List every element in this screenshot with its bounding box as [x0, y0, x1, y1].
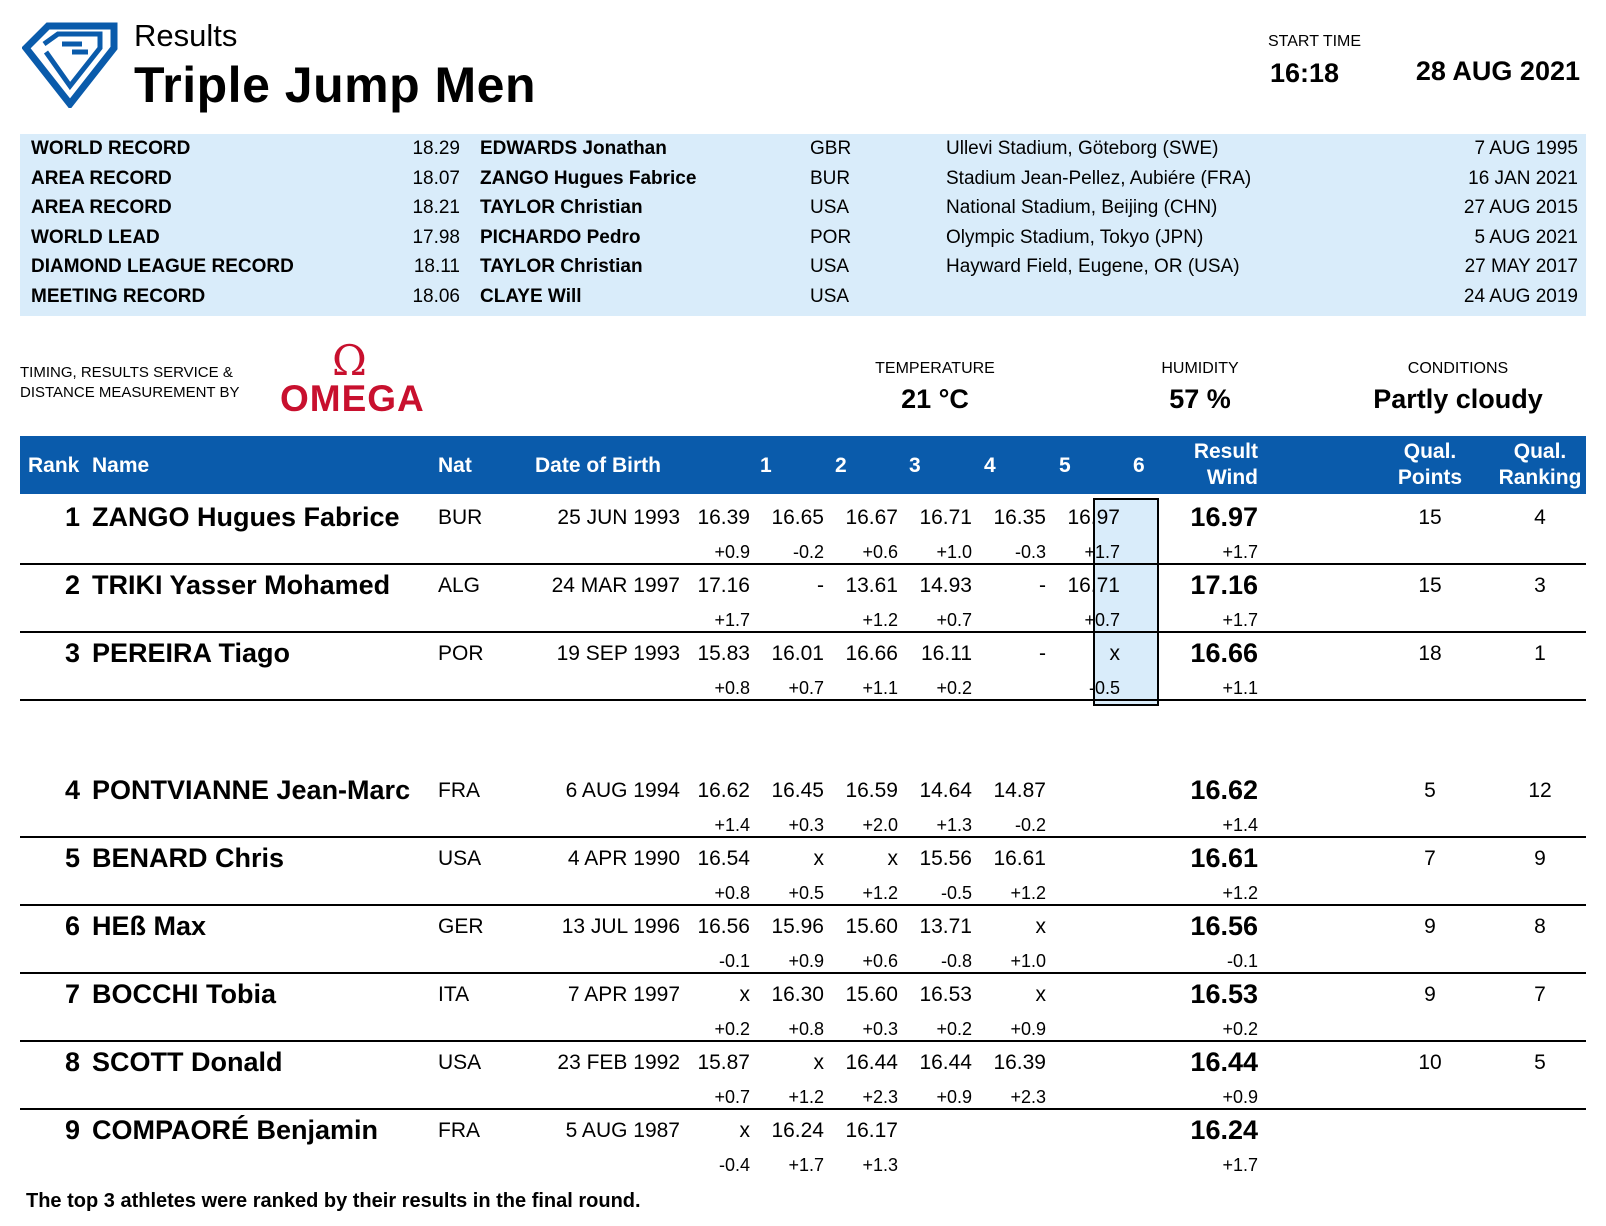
attempt-3-wind: +1.2: [862, 610, 898, 630]
col-qual-points-2: Points: [1397, 466, 1463, 489]
qual-points: 10: [1418, 1051, 1442, 1074]
attempt-6-mark: x: [1109, 642, 1120, 665]
attempt-4-mark: 16.44: [919, 1051, 972, 1074]
athlete-result-wind: -0.1: [1226, 951, 1258, 971]
attempt-4-mark: 16.11: [921, 642, 972, 665]
attempt-3-wind: +2.3: [862, 1087, 898, 1107]
record-holder: PICHARDO Pedro: [480, 226, 641, 248]
athlete-dob: 7 APR 1997: [567, 983, 680, 1006]
attempt-6-wind: +0.7: [1084, 610, 1120, 630]
attempt-2-mark: x: [813, 847, 824, 870]
record-holder: TAYLOR Christian: [480, 197, 643, 218]
athlete-name: BENARD Chris: [92, 843, 285, 873]
attempt-3-mark: x: [887, 847, 898, 870]
record-holder: EDWARDS Jonathan: [480, 138, 667, 159]
footnote: The top 3 athletes were ranked by their results in the final round.: [26, 1190, 641, 1212]
athlete-dob: 19 SEP 1993: [556, 642, 680, 665]
athlete-dob: 5 AUG 1987: [565, 1119, 680, 1142]
record-type: WORLD LEAD: [31, 226, 160, 248]
attempt-3-wind: +0.6: [862, 951, 898, 971]
attempt-2-wind: +1.7: [788, 1155, 824, 1175]
attempt-3-mark: 15.60: [845, 915, 898, 938]
athlete-dob: 13 JUL 1996: [561, 915, 680, 938]
humidity-label: HUMIDITY: [1161, 360, 1239, 377]
athlete-nat: USA: [438, 1051, 482, 1074]
attempt-5-mark: x: [1035, 983, 1046, 1006]
attempt-6-mark: 16.71: [1067, 574, 1120, 597]
attempt-1-mark: x: [739, 1119, 750, 1142]
attempt-4-wind: +0.9: [936, 1087, 972, 1107]
results-table-header: [20, 436, 1586, 494]
attempt-5-mark: 16.39: [993, 1051, 1046, 1074]
attempt-4-mark: 16.71: [919, 506, 972, 529]
col-attempt-4: 4: [984, 454, 996, 477]
attempt-4-mark: 14.64: [919, 779, 972, 802]
attempt-1-mark: x: [739, 983, 750, 1006]
record-row: [20, 252, 1586, 282]
qual-ranking: 5: [1534, 1051, 1546, 1074]
attempt-3-wind: +0.3: [862, 1019, 898, 1039]
attempt-4-wind: +1.3: [936, 815, 972, 835]
attempt-2-wind: +0.5: [788, 883, 824, 903]
athlete-row: [20, 767, 1586, 838]
athlete-rank: 8: [64, 1047, 80, 1077]
attempt-1-wind: +1.7: [714, 610, 750, 630]
qual-ranking: 12: [1528, 779, 1552, 802]
athlete-nat: BUR: [438, 506, 483, 529]
attempt-2-mark: 16.30: [771, 983, 824, 1006]
athlete-nat: GER: [438, 915, 484, 938]
attempt-6-wind: -0.5: [1088, 678, 1120, 698]
qual-ranking: 1: [1534, 642, 1546, 665]
athlete-dob: 6 AUG 1994: [565, 779, 680, 802]
record-date: 24 AUG 2019: [1463, 285, 1578, 307]
attempt-3-wind: +1.3: [862, 1155, 898, 1175]
col-qual-points-1: Qual.: [1403, 440, 1457, 463]
athlete-result: 17.16: [1190, 570, 1258, 600]
athlete-result: 16.97: [1190, 502, 1258, 532]
record-venue: Hayward Field, Eugene, OR (USA): [946, 256, 1240, 277]
athlete-result-wind: +1.4: [1222, 815, 1258, 835]
record-date: 27 MAY 2017: [1464, 256, 1578, 277]
attempt-5-wind: -0.3: [1014, 542, 1046, 562]
conditions-value: Partly cloudy: [1373, 384, 1543, 414]
attempt-2-wind: +1.2: [788, 1087, 824, 1107]
record-row: [20, 223, 1586, 253]
athlete-row: [20, 971, 1586, 1042]
athlete-name: TRIKI Yasser Mohamed: [92, 570, 391, 600]
athlete-row: [20, 903, 1586, 974]
athlete-rank: 5: [64, 843, 80, 873]
qual-points: 5: [1424, 779, 1436, 802]
attempt-4-mark: 15.56: [919, 847, 972, 870]
col-qual-ranking-2: Ranking: [1498, 466, 1582, 489]
attempt-4-mark: 14.93: [919, 574, 972, 597]
attempt-3-mark: 16.67: [845, 506, 898, 529]
attempt-6-wind: +1.7: [1084, 542, 1120, 562]
record-mark: 18.06: [412, 285, 460, 307]
athlete-nat: POR: [438, 642, 484, 665]
athlete-nat: ALG: [438, 574, 481, 597]
attempt-2-mark: 16.24: [771, 1119, 824, 1142]
record-nat: GBR: [810, 138, 852, 159]
record-date: 27 AUG 2015: [1463, 197, 1578, 218]
attempt-5-wind: +2.3: [1010, 1087, 1046, 1107]
attempt-2-mark: 15.96: [771, 915, 824, 938]
attempt-2-mark: x: [813, 1051, 824, 1074]
record-nat: USA: [810, 256, 850, 277]
attempt-2-wind: +0.8: [788, 1019, 824, 1039]
record-type: MEETING RECORD: [31, 285, 206, 307]
athlete-row: [20, 630, 1586, 701]
record-holder: TAYLOR Christian: [480, 256, 643, 277]
attempt-1-mark: 17.16: [697, 574, 750, 597]
athlete-result-wind: +1.2: [1222, 883, 1258, 903]
diamond-league-logo: [22, 22, 118, 108]
athlete-result: 16.66: [1190, 638, 1258, 668]
athlete-rank: 4: [64, 775, 80, 805]
athlete-result-wind: +1.7: [1222, 542, 1258, 562]
attempt-1-wind: +0.9: [714, 542, 750, 562]
athlete-rank: 2: [64, 570, 80, 600]
attempt-2-mark: 16.65: [771, 506, 824, 529]
athlete-name: BOCCHI Tobia: [92, 979, 276, 1009]
record-mark: 18.07: [412, 167, 460, 189]
col-rank: Rank: [28, 454, 80, 477]
col-attempt-1: 1: [760, 454, 772, 477]
attempt-2-mark: 16.01: [771, 642, 824, 665]
attempt-3-mark: 16.17: [845, 1119, 898, 1142]
record-row: [20, 282, 1586, 312]
omega-icon: Ω: [332, 336, 367, 385]
athlete-rank: 6: [64, 911, 80, 941]
col-attempt-5: 5: [1059, 454, 1071, 477]
attempt-3-mark: 13.61: [845, 574, 898, 597]
col-nat: Nat: [438, 454, 472, 477]
athlete-name: SCOTT Donald: [92, 1047, 283, 1077]
athlete-result-wind: +1.7: [1222, 1155, 1258, 1175]
record-mark: 18.29: [412, 138, 460, 159]
col-attempt-3: 3: [909, 454, 921, 477]
humidity-value: 57 %: [1169, 384, 1231, 414]
athlete-result-wind: +0.2: [1222, 1019, 1258, 1039]
attempt-1-wind: +1.4: [714, 815, 750, 835]
attempt-3-mark: 16.59: [845, 779, 898, 802]
record-nat: POR: [810, 226, 852, 248]
athlete-row: [20, 835, 1586, 906]
event-title: Triple Jump Men: [134, 57, 537, 113]
col-result: Result: [1193, 440, 1258, 463]
temperature-value: 21 °C: [901, 384, 969, 414]
attempt-5-mark: 16.35: [993, 506, 1046, 529]
record-nat: USA: [810, 197, 850, 218]
attempt-1-mark: 16.62: [697, 779, 750, 802]
athlete-rank: 9: [64, 1115, 80, 1145]
record-type: DIAMOND LEAGUE RECORD: [31, 256, 294, 277]
attempt-1-wind: +0.8: [714, 678, 750, 698]
record-venue: Stadium Jean-Pellez, Aubiére (FRA): [946, 167, 1252, 189]
attempt-3-wind: +1.1: [862, 678, 898, 698]
qual-points: 9: [1424, 983, 1436, 1006]
attempt-5-mark: 16.61: [993, 847, 1046, 870]
record-mark: 18.21: [412, 197, 460, 218]
record-row: [20, 193, 1586, 223]
record-row: [20, 164, 1586, 194]
timing-line-1: TIMING, RESULTS SERVICE &: [20, 364, 233, 381]
attempt-1-mark: 15.87: [697, 1051, 750, 1074]
attempt-1-mark: 16.39: [697, 506, 750, 529]
qual-ranking: 8: [1534, 915, 1546, 938]
attempt-2-wind: +0.7: [788, 678, 824, 698]
record-nat: USA: [810, 285, 850, 307]
attempt-4-wind: +1.0: [936, 542, 972, 562]
attempt-4-mark: 16.53: [919, 983, 972, 1006]
qual-points: 9: [1424, 915, 1436, 938]
attempt-5-mark: 14.87: [993, 779, 1046, 802]
attempt-4-wind: +0.7: [936, 610, 972, 630]
athlete-result-wind: +0.9: [1222, 1087, 1258, 1107]
attempt-4-wind: +0.2: [936, 1019, 972, 1039]
athlete-result: 16.44: [1190, 1047, 1258, 1077]
athlete-name: HEß Max: [92, 911, 207, 941]
athlete-result-wind: +1.7: [1222, 610, 1258, 630]
attempt-5-wind: -0.2: [1014, 815, 1046, 835]
attempt-2-wind: +0.3: [788, 815, 824, 835]
athlete-nat: FRA: [438, 1119, 480, 1142]
col-dob: Date of Birth: [535, 454, 661, 477]
athlete-rank: 1: [64, 502, 80, 532]
timing-label: [20, 363, 239, 403]
qual-ranking: 3: [1534, 574, 1546, 597]
athlete-result: 16.53: [1190, 979, 1258, 1009]
attempt-2-mark: 16.45: [771, 779, 824, 802]
attempt-4-mark: 13.71: [919, 915, 972, 938]
attempt-1-mark: 16.54: [697, 847, 750, 870]
qual-points: 15: [1418, 506, 1442, 529]
attempt-5-mark: -: [1039, 574, 1046, 597]
attempt-4-wind: -0.5: [940, 883, 972, 903]
record-mark: 18.11: [413, 256, 460, 277]
athlete-result: 16.24: [1190, 1115, 1258, 1145]
record-venue: Olympic Stadium, Tokyo (JPN): [946, 226, 1204, 248]
record-type: WORLD RECORD: [31, 138, 191, 159]
record-nat: BUR: [810, 167, 851, 189]
athlete-nat: ITA: [438, 983, 470, 1006]
records-panel: [20, 134, 1586, 316]
record-venue: Ullevi Stadium, Göteborg (SWE): [946, 138, 1219, 159]
col-qual-ranking-1: Qual.: [1513, 440, 1567, 463]
results-label: Results: [134, 18, 238, 53]
attempt-3-wind: +1.2: [862, 883, 898, 903]
athlete-name: COMPAORÉ Benjamin: [92, 1115, 379, 1145]
attempt-5-wind: +1.0: [1010, 951, 1046, 971]
athlete-row: [20, 562, 1586, 633]
attempt-2-wind: -0.2: [792, 542, 824, 562]
record-holder: ZANGO Hugues Fabrice: [480, 167, 697, 189]
qual-ranking: 7: [1534, 983, 1546, 1006]
athlete-name: ZANGO Hugues Fabrice: [92, 502, 400, 532]
athlete-nat: USA: [438, 847, 482, 870]
attempt-3-mark: 16.66: [845, 642, 898, 665]
athlete-rank: 3: [64, 638, 80, 668]
col-attempt-2: 2: [835, 454, 847, 477]
athlete-row: [20, 494, 1586, 565]
attempt-1-mark: 16.56: [697, 915, 750, 938]
attempt-4-wind: +0.2: [936, 678, 972, 698]
record-row: [20, 134, 1586, 164]
athlete-row: [20, 1107, 1586, 1176]
attempt-5-mark: x: [1035, 915, 1046, 938]
qual-points: 7: [1424, 847, 1436, 870]
record-venue: National Stadium, Beijing (CHN): [946, 197, 1218, 218]
start-time-label: START TIME: [1268, 33, 1362, 50]
athlete-dob: 4 APR 1990: [567, 847, 680, 870]
attempt-5-mark: -: [1039, 642, 1046, 665]
attempt-5-wind: +0.9: [1010, 1019, 1046, 1039]
attempt-3-wind: +0.6: [862, 542, 898, 562]
attempt-5-wind: +1.2: [1010, 883, 1046, 903]
temperature-label: TEMPERATURE: [875, 360, 995, 377]
event-date: 28 AUG 2021: [1415, 56, 1580, 86]
attempt-3-mark: 15.60: [845, 983, 898, 1006]
col-wind: Wind: [1206, 466, 1258, 489]
athlete-dob: 24 MAR 1997: [551, 574, 680, 597]
attempt-3-mark: 16.44: [845, 1051, 898, 1074]
athlete-result: 16.62: [1190, 775, 1258, 805]
record-mark: 17.98: [412, 226, 460, 248]
athlete-name: PONTVIANNE Jean-Marc: [92, 775, 411, 805]
attempt-3-wind: +2.0: [862, 815, 898, 835]
record-holder: CLAYE Will: [480, 285, 582, 307]
attempt-1-wind: +0.7: [714, 1087, 750, 1107]
athlete-result-wind: +1.1: [1222, 678, 1258, 698]
attempt-2-wind: +0.9: [788, 951, 824, 971]
record-date: 7 AUG 1995: [1474, 138, 1578, 159]
qual-ranking: 9: [1534, 847, 1546, 870]
attempt-4-wind: -0.8: [940, 951, 972, 971]
athlete-nat: FRA: [438, 779, 480, 802]
col-attempt-6: 6: [1133, 454, 1145, 477]
col-name: Name: [92, 454, 150, 477]
athlete-result: 16.56: [1190, 911, 1258, 941]
start-time: 16:18: [1270, 58, 1340, 88]
athlete-dob: 23 FEB 1992: [557, 1051, 680, 1074]
qual-points: 15: [1418, 574, 1442, 597]
timing-line-2: DISTANCE MEASUREMENT BY: [20, 384, 240, 401]
attempt-6-mark: 16.97: [1067, 506, 1120, 529]
record-type: AREA RECORD: [31, 197, 172, 218]
qual-points: 18: [1418, 642, 1442, 665]
attempt-2-mark: -: [817, 574, 824, 597]
attempt-1-wind: -0.1: [718, 951, 750, 971]
athlete-result: 16.61: [1190, 843, 1258, 873]
record-date: 5 AUG 2021: [1474, 226, 1578, 248]
attempt-1-wind: -0.4: [718, 1155, 750, 1175]
conditions-label: CONDITIONS: [1407, 360, 1509, 377]
athlete-rank: 7: [64, 979, 80, 1009]
attempt-1-wind: +0.8: [714, 883, 750, 903]
athlete-dob: 25 JUN 1993: [557, 506, 680, 529]
record-type: AREA RECORD: [31, 167, 172, 189]
record-date: 16 JAN 2021: [1468, 167, 1578, 189]
qual-ranking: 4: [1534, 506, 1546, 529]
athlete-row: [20, 1039, 1586, 1110]
attempt-1-wind: +0.2: [714, 1019, 750, 1039]
omega-logo-text: OMEGA: [280, 378, 425, 419]
athlete-name: PEREIRA Tiago: [92, 638, 291, 668]
attempt-1-mark: 15.83: [697, 642, 750, 665]
